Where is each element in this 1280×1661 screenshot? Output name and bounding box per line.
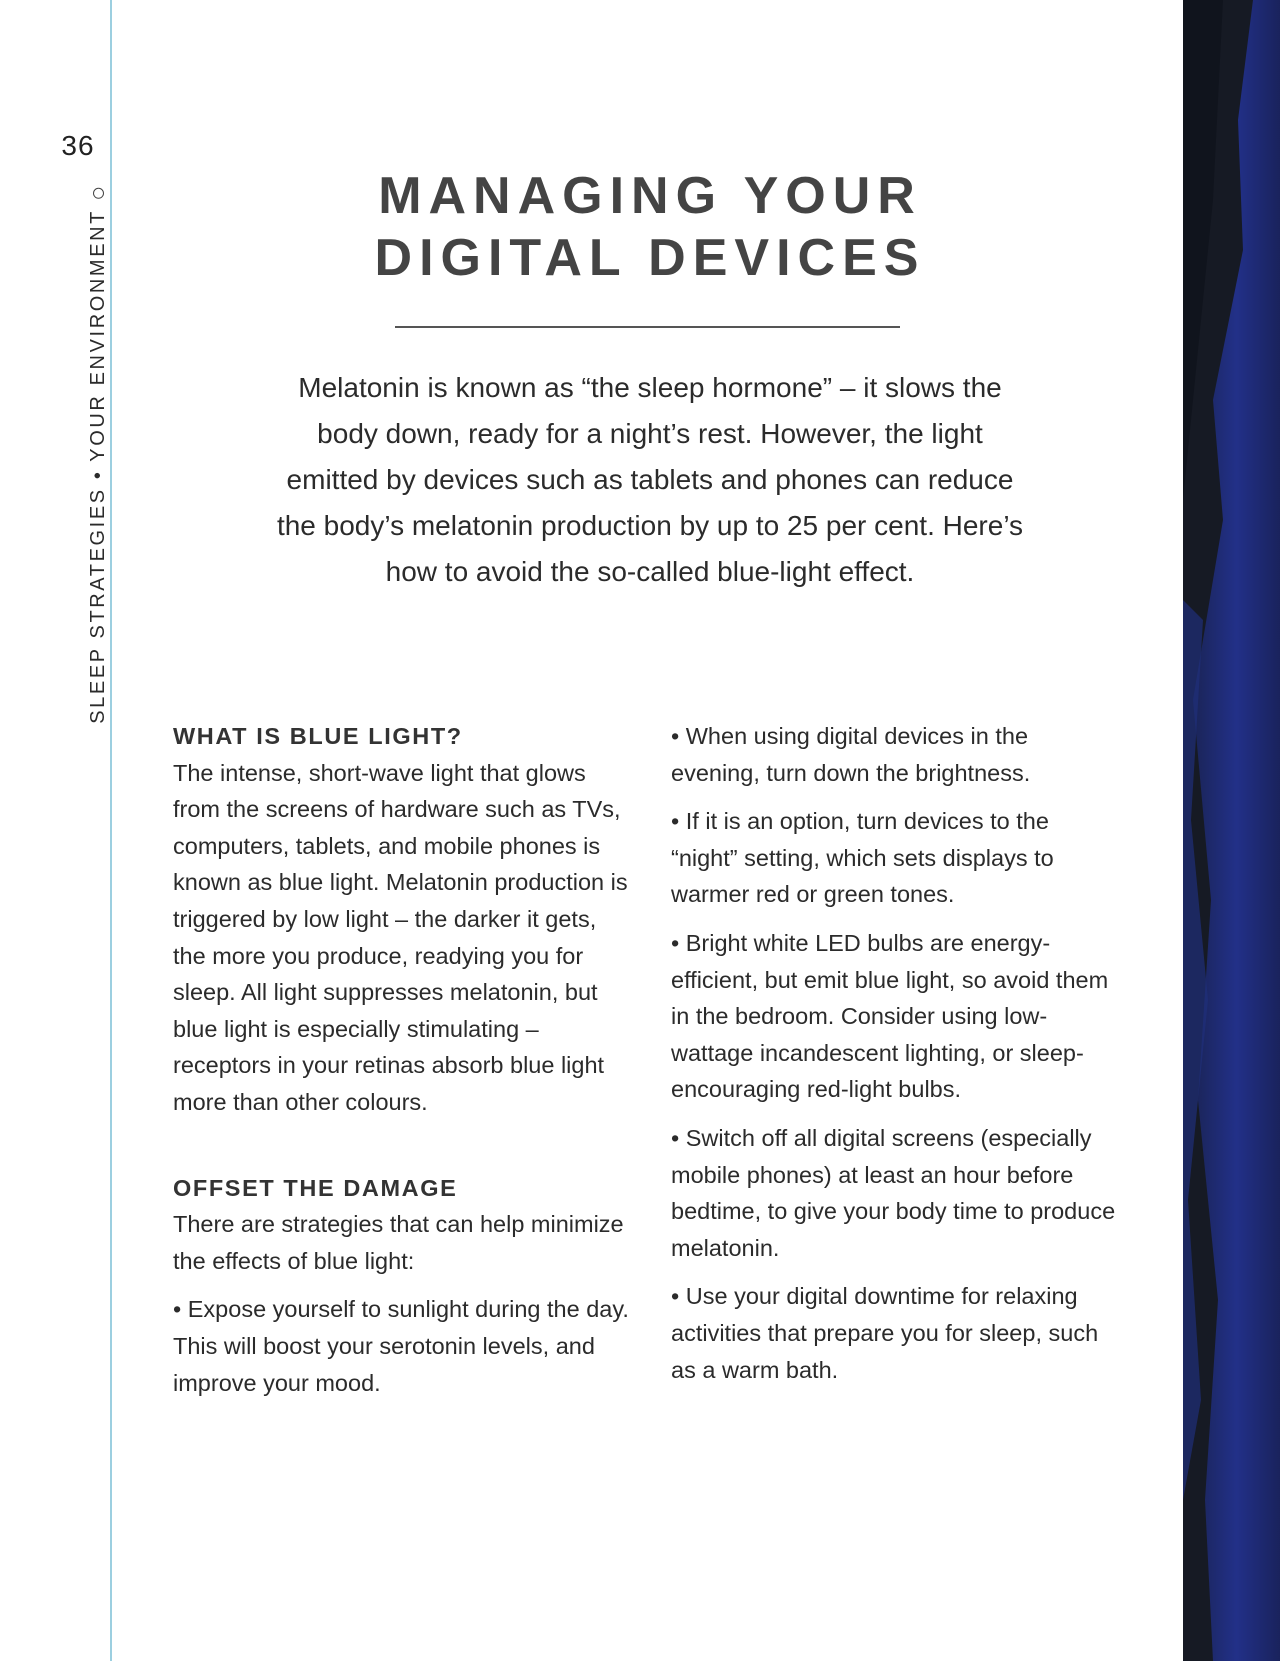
intro-paragraph (230, 365, 1070, 595)
title-line-1: MANAGING YOUR (378, 167, 922, 225)
bullet-item: • Use your digital downtime for relaxing activities that prepare you for sleep, such as a warm bath. (671, 1283, 1099, 1383)
blue-light-body: The intense, short-wave light that glows from the screens of hardware such as TVs, computers, tablets, and mobile phones is known as blue light. Melatonin production is triggered by low light – the darker it gets, the more you produce, readying you for sleep. All light suppresses melatonin, but blue light is especially stimulating – receptors in your retinas absorb blue light more than other colours. (173, 759, 628, 1115)
bullet-item: • Expose yourself to sunlight during the day. This will boost your serotonin levels, and improve your mood. (173, 1296, 629, 1396)
circle-icon (93, 188, 104, 199)
right-column (671, 718, 1121, 1400)
bullet-item: • Bright white LED bulbs are energy-efficient, but emit blue light, so avoid them in the bedroom. Consider using low-wattage incandescent lighting, or sleep-encouraging red-light bulbs. (671, 929, 1109, 1103)
section-heading-offset: OFFSET THE DAMAGE (173, 1174, 458, 1201)
running-head-text: SLEEP STRATEGIES • YOUR ENVIRONMENT (87, 209, 109, 724)
section-heading-blue-light: WHAT IS BLUE LIGHT? (173, 723, 463, 749)
bullet-item: • When using digital devices in the evening, turn down the brightness. (671, 723, 1031, 786)
title-line-2: DIGITAL DEVICES (374, 229, 926, 287)
page-title (300, 165, 1000, 289)
offset-body: There are strategies that can help minimize the effects of blue light: (173, 1211, 624, 1274)
ink-wash-art (1183, 0, 1280, 1661)
bullet-item: • If it is an option, turn devices to the “night” setting, which sets displays to warmer red or green tones. (671, 808, 1054, 908)
facing-page-ink-edge (1183, 0, 1280, 1661)
running-head (87, 188, 110, 724)
intro-line: body down, ready for a night’s rest. However, the light (317, 418, 983, 449)
left-column (173, 718, 633, 1413)
intro-line: the body’s melatonin production by up to 25 per cent. Here’s (276, 510, 1024, 541)
bullet-item: • Switch off all digital screens (especially mobile phones) at least an hour before bedtime, to give your body time to produce melatonin. (671, 1124, 1116, 1261)
margin-rule (110, 0, 112, 1661)
intro-line: how to avoid the so-called blue-light effect. (385, 556, 915, 587)
page-number: 36 (61, 130, 95, 161)
title-divider (395, 326, 900, 328)
intro-line: emitted by devices such as tablets and phones can reduce (286, 464, 1014, 495)
intro-line: Melatonin is known as “the sleep hormone” – it slows the (298, 372, 1002, 403)
